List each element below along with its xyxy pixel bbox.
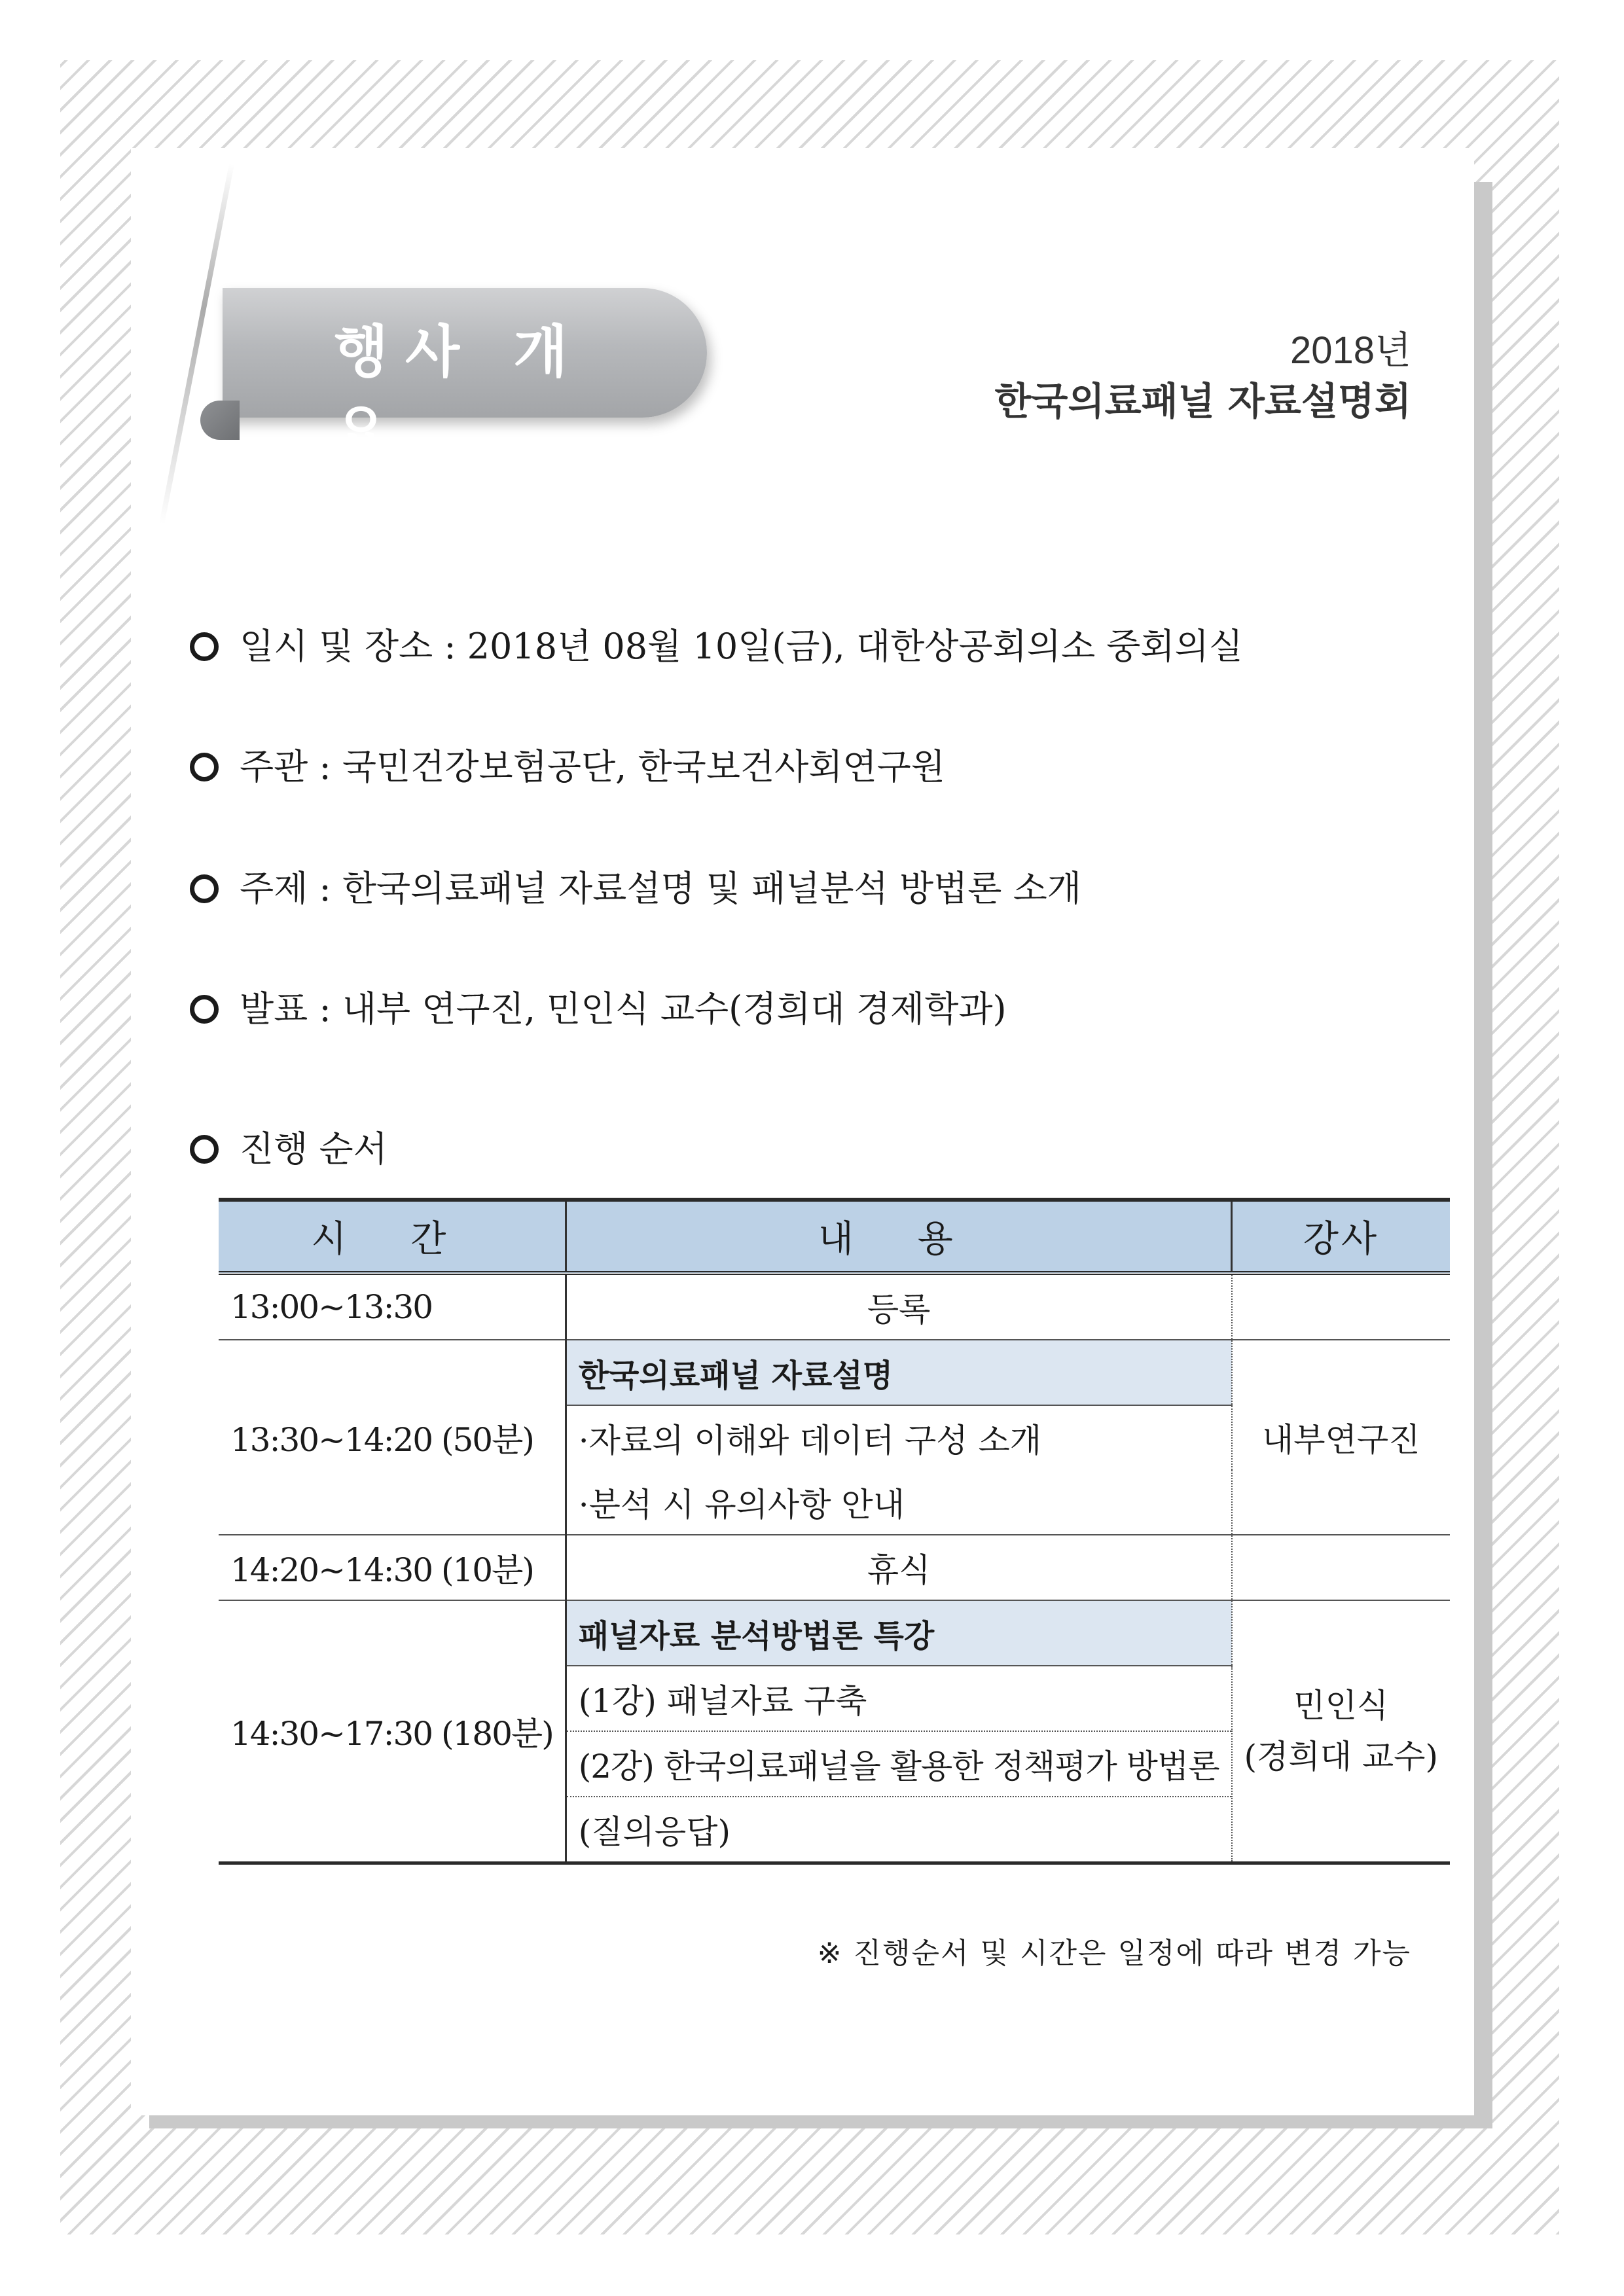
event-name: 한국의료패널 자료설명회 <box>994 379 1411 423</box>
info-topic <box>190 863 1081 915</box>
lecturer-cell: 내부연구진 <box>1232 1340 1450 1535</box>
session-item: (2강) 한국의료패널을 활용한 정책평가 방법론 <box>566 1731 1231 1797</box>
table-row <box>219 1340 1450 1405</box>
lecturer-cell <box>1232 1535 1450 1600</box>
event-year: 2018년 <box>1290 329 1411 372</box>
header-content: 내 용 <box>566 1200 1231 1273</box>
table-row <box>219 1535 1450 1600</box>
info-organizers <box>190 741 945 793</box>
lecturer-cell <box>1232 1600 1450 1863</box>
table-row <box>219 1600 1450 1666</box>
session-item: (질의응답) <box>566 1797 1231 1863</box>
table-row <box>219 1273 1450 1340</box>
info-presenters <box>190 983 1007 1035</box>
session-item: ·자료의 이해와 데이터 구성 소개 <box>566 1405 1231 1470</box>
session-item: (1강) 패널자료 구축 <box>566 1666 1231 1731</box>
schedule-note: ※ 진행순서 및 시간은 일정에 따라 변경 가능 <box>817 1937 1411 1970</box>
circle-bullet-icon <box>190 874 219 903</box>
circle-bullet-icon <box>190 995 219 1024</box>
ribbon-fold <box>200 401 240 440</box>
time-cell: 14:20~14:30 (10분) <box>219 1535 566 1600</box>
circle-bullet-icon <box>190 753 219 781</box>
schedule-heading-text: 진행 순서 <box>240 1128 388 1170</box>
circle-bullet-icon <box>190 632 219 661</box>
time-cell: 13:00~13:30 <box>219 1273 566 1340</box>
info-organizers-text: 주관 : 국민건강보험공단, 한국보건사회연구원 <box>240 746 945 787</box>
session-item: ·분석 시 유의사항 안내 <box>566 1470 1231 1535</box>
content-cell: 휴식 <box>566 1535 1231 1600</box>
info-presenters-text: 발표 : 내부 연구진, 민인식 교수(경희대 경제학과) <box>240 988 1007 1030</box>
lecturer-affiliation: (경희대 교수) <box>1244 1738 1438 1776</box>
session-title: 한국의료패널 자료설명 <box>566 1340 1231 1405</box>
section-title: 행사 개요 <box>334 319 585 463</box>
lecturer-name: 민인식 <box>1293 1687 1389 1725</box>
info-topic-text: 주제 : 한국의료패널 자료설명 및 패널분석 방법론 소개 <box>240 868 1081 909</box>
lecturer-cell <box>1232 1273 1450 1340</box>
info-datetime-place-text: 일시 및 장소 : 2018년 08월 10일(금), 대한상공회의소 중회의실 <box>240 626 1243 667</box>
schedule-heading <box>190 1123 388 1175</box>
circle-bullet-icon <box>190 1135 219 1164</box>
session-title: 패널자료 분석방법론 특강 <box>566 1600 1231 1666</box>
header-time: 시 간 <box>219 1200 566 1273</box>
schedule-table <box>219 1198 1450 1865</box>
time-cell: 13:30~14:20 (50분) <box>219 1340 566 1535</box>
time-cell: 14:30~17:30 (180분) <box>219 1600 566 1863</box>
content-cell: 등록 <box>566 1273 1231 1340</box>
info-datetime-place <box>190 620 1243 673</box>
header-lecturer: 강사 <box>1232 1200 1450 1273</box>
table-header-row <box>219 1200 1450 1273</box>
